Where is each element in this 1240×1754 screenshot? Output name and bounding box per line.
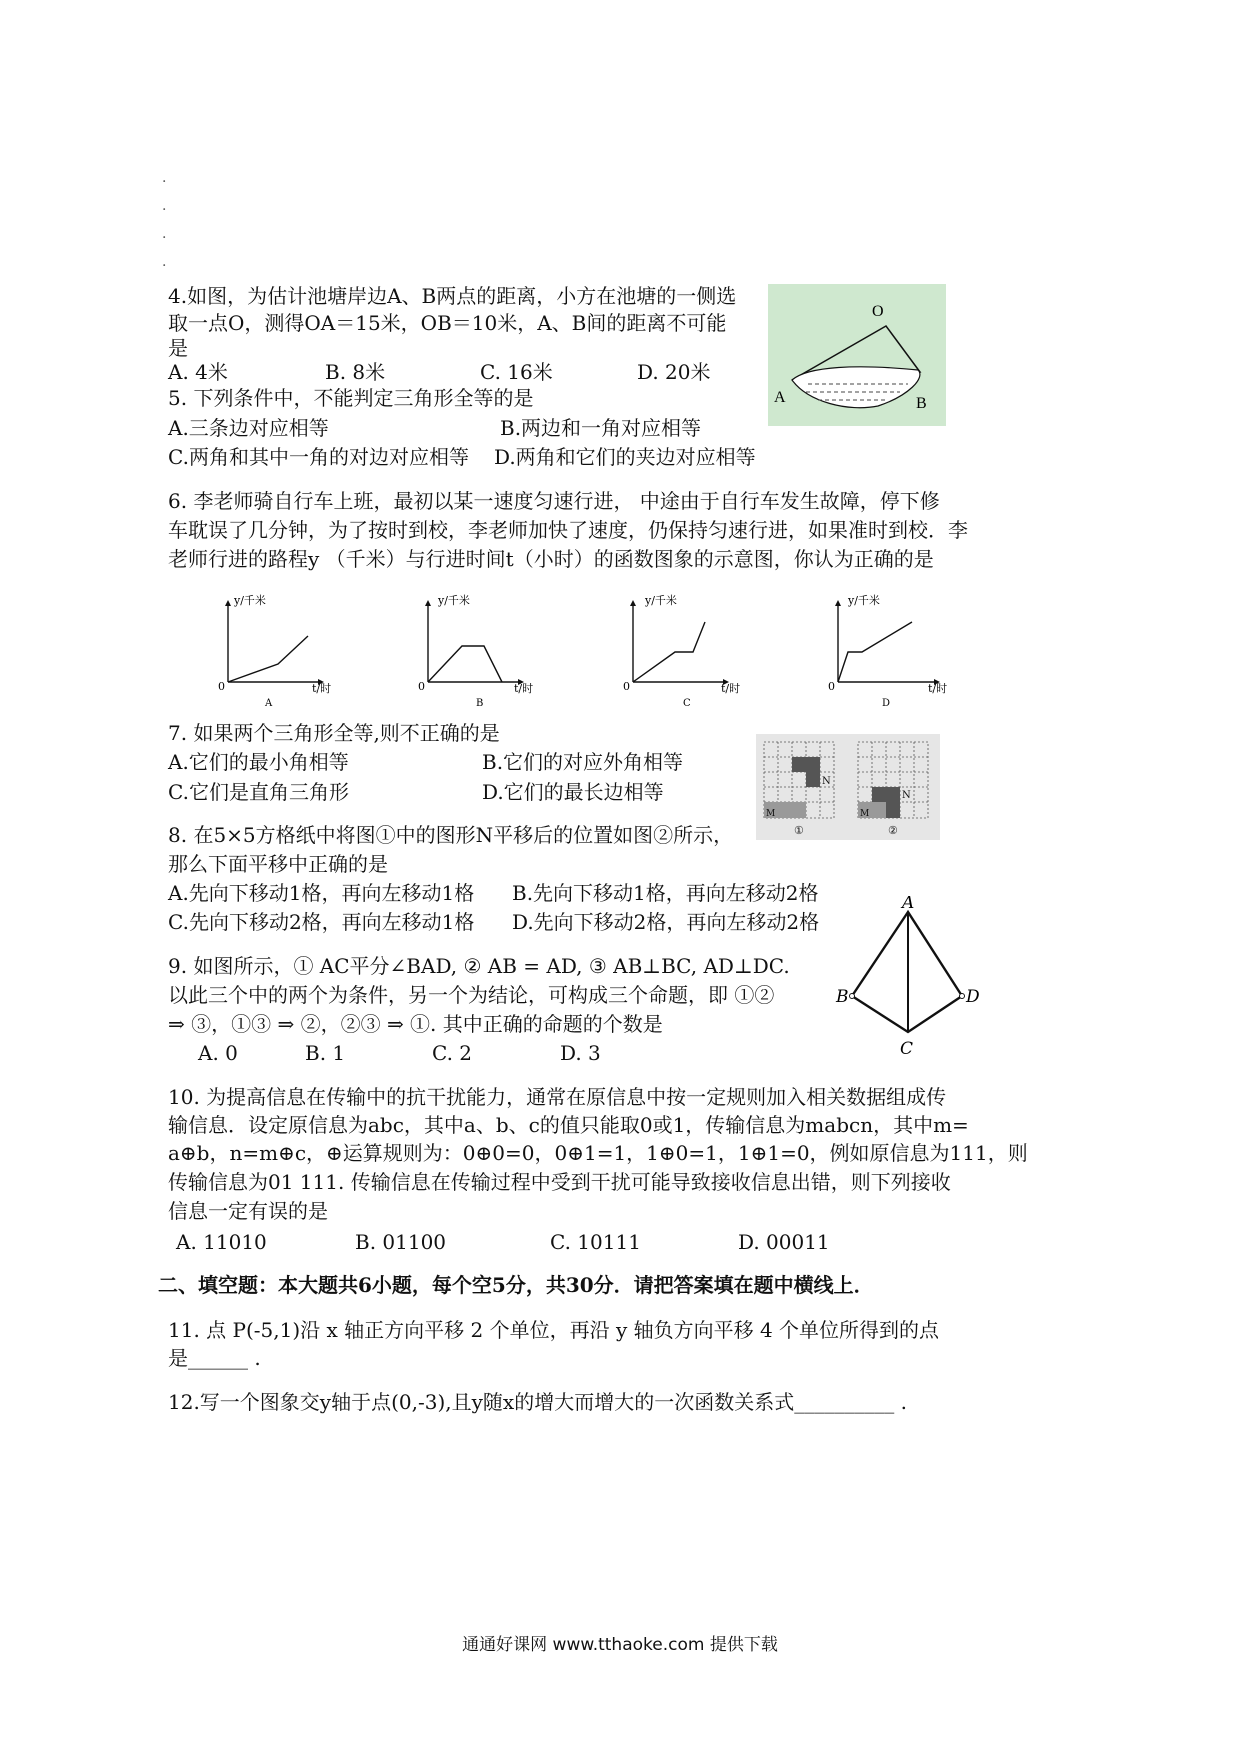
kite-label-d: D (966, 987, 980, 1007)
q9-option-d: D. 3 (560, 1041, 601, 1065)
q6-line1: 6. 李老师骑自行车上班，最初以某一速度匀速行进， 中途由于自行车发生故障，停下修 (168, 489, 940, 513)
q6-line3: 老师行进的路程y （千米）与行进时间t（小时）的函数图象的示意图，你认为正确的是 (168, 547, 934, 571)
q8-option-b: B.先向下移动1格，再向左移动2格 (512, 881, 819, 905)
q12-line1: 12.写一个图象交y轴于点(0,-3),且y随x的增大而增大的一次函数关系式__________ . (168, 1390, 907, 1414)
pond-label-o: O (872, 303, 884, 320)
q9-option-c: C. 2 (432, 1041, 473, 1065)
graph-d-origin: 0 (828, 680, 835, 693)
graph-c-origin: 0 (623, 680, 630, 693)
q5-option-d: D.两角和它们的夹边对应相等 (494, 445, 756, 469)
q8-line2: 那么下面平移中正确的是 (168, 852, 388, 876)
section-2-heading: 二、填空题：本大题共6小题，每个空5分，共30分．请把答案填在题中横线上． (158, 1273, 874, 1297)
q4-line3: 是 (168, 336, 188, 360)
q11-line2: 是______ . (168, 1346, 261, 1370)
q5-stem: 5. 下列条件中，不能判定三角形全等的是 (168, 386, 534, 410)
q5-option-a: A.三条边对应相等 (168, 416, 329, 440)
q7-option-c: C.它们是直角三角形 (168, 780, 349, 804)
footer-credit: 通通好课网 www.tthaoke.com 提供下载 (462, 1635, 778, 1655)
q5-option-b: B.两边和一角对应相等 (500, 416, 702, 440)
q9-option-a: A. 0 (198, 1041, 238, 1065)
q8-option-d: D.先向下移动2格，再向左移动2格 (512, 910, 820, 934)
q8-option-c: C.先向下移动2格，再向左移动1格 (168, 910, 475, 934)
graph-b-origin: 0 (418, 680, 425, 693)
q10-line2: 输信息．设定原信息为abc，其中a、b、c的值只能取0或1，传输信息为mabcn，其中m= (168, 1113, 969, 1137)
q10-option-b: B. 01100 (355, 1230, 447, 1254)
q8-line1: 8. 在5×5方格纸中将图①中的图形N平移后的位置如图②所示， (168, 823, 734, 847)
graph-c-xlabel: t/时 (721, 682, 741, 695)
q10-line3: a⊕b，n=m⊕c，⊕运算规则为：0⊕0=0，0⊕1=1，1⊕0=1，1⊕1=0，例如原信息为111，则 (168, 1141, 1028, 1165)
kite-label-b: B (836, 987, 849, 1007)
q11-line1: 11. 点 P(-5,1)沿 x 轴正方向平移 2 个单位，再沿 y 轴负方向平移 4 个单位所得到的点 (168, 1318, 940, 1342)
graph-d (810, 590, 960, 710)
grid-label-n2: N (902, 790, 911, 801)
q4-option-b: B. 8米 (325, 360, 386, 384)
graph-a-name: A (265, 698, 273, 709)
q8-option-a: A.先向下移动1格，再向左移动1格 (168, 881, 475, 905)
graph-b-name: B (476, 698, 484, 709)
q6-line2: 车耽误了几分钟，为了按时到校，李老师加快了速度，仍保持匀速行进，如果准时到校．李 (168, 518, 968, 542)
q7-stem: 7. 如果两个三角形全等,则不正确的是 (168, 721, 500, 745)
graph-c-name: C (683, 698, 691, 709)
graph-c (605, 590, 755, 710)
margin-marks: · · · · (162, 174, 167, 274)
q4-line2: 取一点O，测得OA＝15米，OB＝10米，A、B间的距离不可能 (168, 311, 727, 335)
q7-option-a: A.它们的最小角相等 (168, 750, 349, 774)
q10-line4: 传输信息为01 111. 传输信息在传输过程中受到干扰可能导致接收信息出错，则下列接收 (168, 1170, 951, 1194)
grid-label-fig1: ① (794, 824, 804, 837)
q5-option-c: C.两角和其中一角的对边对应相等 (168, 445, 469, 469)
kite-figure (830, 896, 990, 1062)
q4-option-c: C. 16米 (480, 360, 553, 384)
kite-label-c: C (900, 1039, 914, 1059)
grid-label-m1: M (766, 809, 776, 819)
q4-option-a: A. 4米 (168, 360, 228, 384)
q10-line1: 10. 为提高信息在传输中的抗干扰能力，通常在原信息中按一定规则加入相关数据组成传 (168, 1085, 947, 1109)
graph-a-origin: 0 (218, 680, 225, 693)
grid-translation-figure (756, 734, 940, 840)
q9-option-b: B. 1 (305, 1041, 346, 1065)
q9-line1: 9. 如图所示，① AC平分∠BAD, ② AB = AD, ③ AB⊥BC, AD⊥DC. (168, 954, 790, 978)
graph-d-xlabel: t/时 (928, 682, 948, 695)
graph-d-name: D (882, 698, 891, 709)
q7-option-b: B.它们的对应外角相等 (482, 750, 684, 774)
graph-b-ylabel: y/千米 (438, 594, 470, 607)
kite-label-a: A (902, 896, 915, 913)
q10-option-d: D. 00011 (738, 1230, 830, 1254)
graph-b (400, 590, 550, 710)
graph-a-ylabel: y/千米 (234, 594, 266, 607)
q10-line5: 信息一定有误的是 (168, 1199, 328, 1223)
grid-label-n1: N (822, 776, 831, 787)
q4-option-d: D. 20米 (637, 360, 711, 384)
grid-label-m2: M (860, 809, 870, 819)
q9-line2: 以此三个中的两个为条件，另一个为结论，可构成三个命题，即 ①② (168, 983, 775, 1007)
pond-label-b: B (916, 395, 927, 412)
q4-line1: 4.如图，为估计池塘岸边A、B两点的距离，小方在池塘的一侧选 (168, 284, 737, 308)
pond-figure (768, 284, 946, 426)
q10-option-c: C. 10111 (550, 1230, 641, 1254)
graph-a-xlabel: t/时 (312, 682, 332, 695)
grid-label-fig2: ② (888, 824, 898, 837)
q9-line3: ⇒ ③，①③ ⇒ ②，②③ ⇒ ①. 其中正确的命题的个数是 (168, 1012, 663, 1036)
graph-b-xlabel: t/时 (514, 682, 534, 695)
graph-c-ylabel: y/千米 (645, 594, 677, 607)
graph-a (200, 590, 350, 710)
q7-option-d: D.它们的最长边相等 (482, 780, 664, 804)
graph-d-ylabel: y/千米 (848, 594, 880, 607)
pond-label-a: A (774, 389, 786, 406)
q10-option-a: A. 11010 (176, 1230, 267, 1254)
